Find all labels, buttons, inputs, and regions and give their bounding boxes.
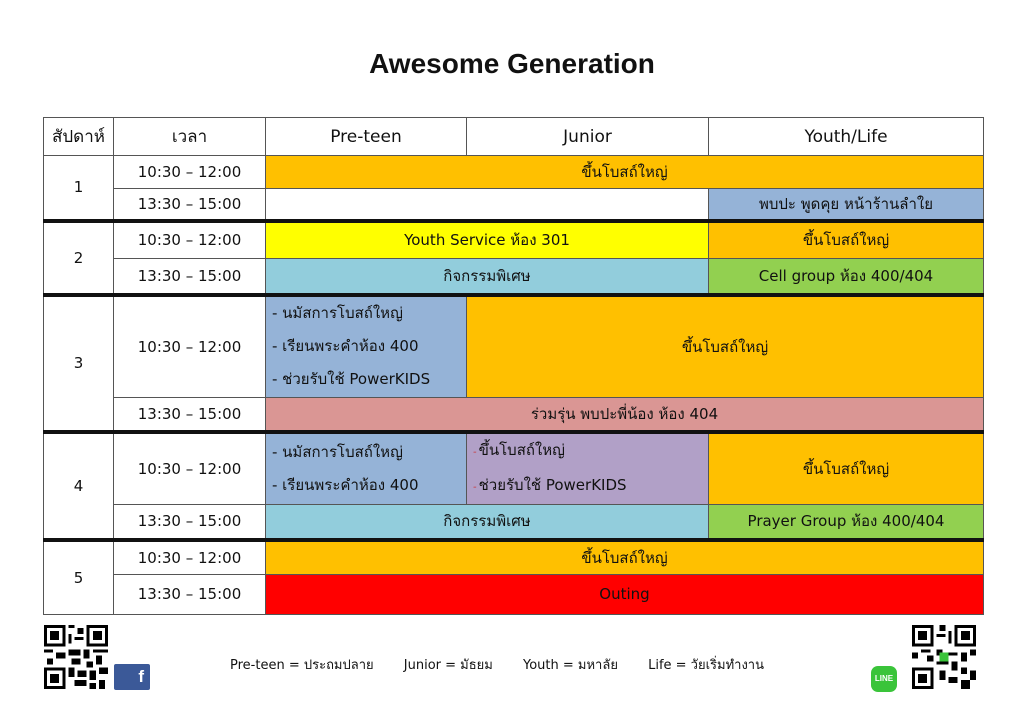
activity-cell: Prayer Group ห้อง 400/404: [709, 504, 984, 540]
schedule-table: [43, 117, 984, 615]
legend-item: Life = วัยเริ่มทำงาน: [648, 658, 764, 673]
activity-line: - เรียนพระคำห้อง 400: [272, 475, 419, 494]
activity-cell: ขึ้นโบสถ์ใหญ่: [467, 295, 984, 398]
activity-cell: ขึ้นโบสถ์ใหญ่: [709, 432, 984, 505]
header-row: [44, 118, 984, 156]
week-number: 5: [44, 540, 114, 614]
qr-code-icon: [910, 625, 978, 689]
activity-cell: ขึ้นโบสถ์ใหญ่: [709, 221, 984, 259]
activity-cell: [266, 295, 467, 398]
time-slot: 13:30 – 15:00: [114, 504, 266, 540]
activity-cell: ขึ้นโบสถ์ใหญ่: [266, 540, 984, 574]
time-slot: 10:30 – 12:00: [114, 540, 266, 574]
time-slot: 13:30 – 15:00: [114, 574, 266, 614]
activity-line: - ช่วยรับใช้ PowerKIDS: [272, 370, 431, 389]
week-number: 1: [44, 156, 114, 221]
page-title: Awesome Generation: [369, 48, 655, 79]
week-number: 2: [44, 221, 114, 295]
activity-line: - นมัสการโบสถ์ใหญ่: [272, 442, 403, 461]
activity-cell: กิจกรรมพิเศษ: [266, 259, 709, 295]
activity-line: - เรียนพระคำห้อง 400: [272, 337, 419, 356]
header-youth: Youth/Life: [709, 118, 984, 156]
table-row: [44, 156, 984, 189]
facebook-icon: f: [114, 664, 150, 690]
activity-cell: Youth Service ห้อง 301: [266, 221, 709, 259]
activity-cell: กิจกรรมพิเศษ: [266, 504, 709, 540]
time-slot: 13:30 – 15:00: [114, 259, 266, 295]
header-time: เวลา: [114, 118, 266, 156]
activity-line: - ช่วยรับใช้ PowerKIDS: [473, 475, 627, 494]
table-row: [44, 221, 984, 259]
activity-cell: [266, 432, 467, 505]
week-number: 4: [44, 432, 114, 541]
activity-cell: ร่วมรุ่น พบปะพี่น้อง ห้อง 404: [266, 398, 984, 432]
time-slot: 10:30 – 12:00: [114, 156, 266, 189]
activity-line: - นมัสการโบสถ์ใหญ่: [272, 304, 403, 323]
table-row: [44, 504, 984, 540]
activity-cell: พบปะ พูดคุย หน้าร้านลำใย: [709, 189, 984, 221]
header-preteen: Pre-teen: [266, 118, 467, 156]
time-slot: 13:30 – 15:00: [114, 398, 266, 432]
activity-line: - ขึ้นโบสถ์ใหญ่: [473, 440, 565, 459]
line-icon: LINE: [871, 666, 897, 692]
activity-cell: [467, 432, 709, 505]
qr-code-icon: [42, 625, 110, 689]
dash-marker: -: [473, 446, 477, 458]
table-row: [44, 259, 984, 295]
table-row: [44, 432, 984, 505]
activity-cell: Cell group ห้อง 400/404: [709, 259, 984, 295]
legend-item: Pre-teen = ประถมปลาย: [230, 658, 374, 673]
activity-cell: ขึ้นโบสถ์ใหญ่: [266, 156, 984, 189]
table-row: [44, 398, 984, 432]
legend-item: Youth = มหาลัย: [523, 658, 618, 673]
table-row: [44, 574, 984, 614]
dash-marker: -: [473, 481, 477, 493]
activity-cell: Outing: [266, 574, 984, 614]
time-slot: 13:30 – 15:00: [114, 189, 266, 221]
table-row: [44, 540, 984, 574]
header-week: สัปดาห์: [44, 118, 114, 156]
week-number: 3: [44, 295, 114, 432]
time-slot: 10:30 – 12:00: [114, 221, 266, 259]
header-junior: Junior: [467, 118, 709, 156]
table-row: [44, 295, 984, 398]
time-slot: 10:30 – 12:00: [114, 432, 266, 505]
empty-cell: [266, 189, 709, 221]
table-row: [44, 189, 984, 221]
time-slot: 10:30 – 12:00: [114, 295, 266, 398]
legend: [230, 654, 790, 675]
legend-item: Junior = มัธยม: [403, 658, 493, 673]
